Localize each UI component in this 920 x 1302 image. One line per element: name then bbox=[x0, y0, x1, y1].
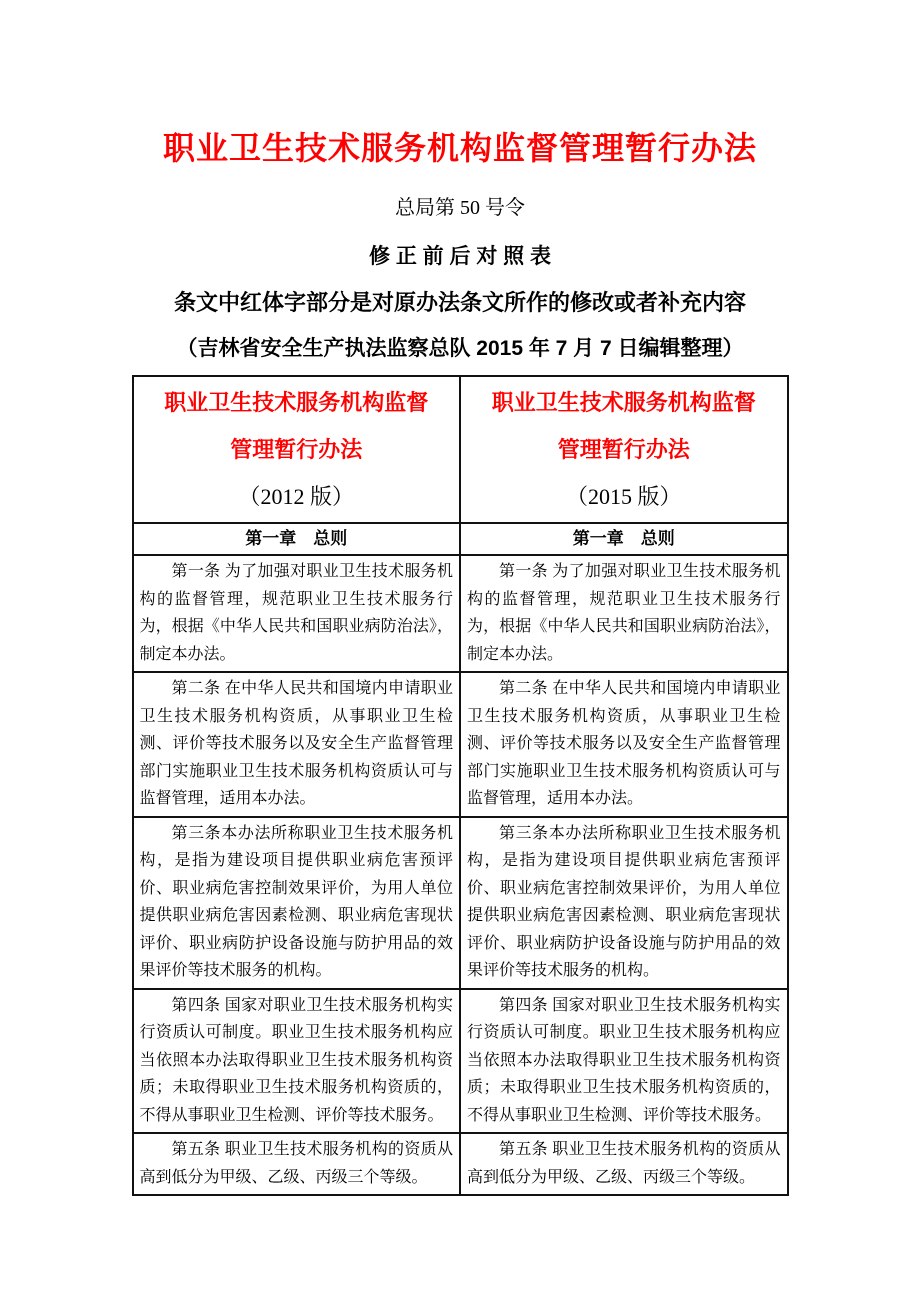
article-5-2012: 第五条 职业卫生技术服务机构的资质从高到低分为甲级、乙级、丙级三个等级。 bbox=[133, 1133, 461, 1195]
article-3-2015: 第三条本办法所称职业卫生技术服务机构，是指为建设项目提供职业病危害预评价、职业病危害控制效果评价，为用人单位提供职业病危害因素检测、职业病危害现状评价、职业病防护设备设施与防护用品的效果评价等技术服务的机构。 bbox=[460, 817, 788, 989]
document-title: 职业卫生技术服务机构监督管理暂行办法 bbox=[162, 130, 757, 166]
table-row-article-2 bbox=[133, 672, 788, 817]
article-4-2012: 第四条 国家对职业卫生技术服务机构实行资质认可制度。职业卫生技术服务机构应当依照本办法取得职业卫生技术服务机构资质；未取得职业卫生技术服务机构资质的，不得从事职业卫生检测、评价等技术服务。 bbox=[133, 989, 461, 1134]
article-5-2015: 第五条 职业卫生技术服务机构的资质从高到低分为甲级、乙级、丙级三个等级。 bbox=[460, 1133, 788, 1195]
chapter-heading-2015: 第一章 总则 bbox=[460, 523, 788, 555]
article-3-2012: 第三条本办法所称职业卫生技术服务机构，是指为建设项目提供职业病危害预评价、职业病危害控制效果评价，为用人单位提供职业病危害因素检测、职业病危害现状评价、职业病防护设备设施与防护用品的效果评价等技术服务的机构。 bbox=[133, 817, 461, 989]
version-label-2015: （2015 版） bbox=[565, 484, 682, 509]
table-row-article-3 bbox=[133, 817, 788, 989]
column-title-2015-line2: 管理暂行办法 bbox=[557, 437, 690, 462]
table-header-row bbox=[133, 376, 788, 523]
comparison-heading: 修 正 前 后 对 照 表 bbox=[368, 245, 551, 268]
comparison-table bbox=[132, 375, 789, 1196]
editor-credit: （吉林省安全生产执法监察总队 2015 年 7 月 7 日编辑整理） bbox=[176, 337, 744, 360]
column-title-2012-line2: 管理暂行办法 bbox=[230, 437, 363, 462]
table-chapter-row bbox=[133, 523, 788, 555]
article-4-2015: 第四条 国家对职业卫生技术服务机构实行资质认可制度。职业卫生技术服务机构应当依照本办法取得职业卫生技术服务机构资质；未取得职业卫生技术服务机构资质的，不得从事职业卫生检测、评价等技术服务。 bbox=[460, 989, 788, 1134]
chapter-heading-2012: 第一章 总则 bbox=[133, 523, 461, 555]
table-row-article-5 bbox=[133, 1133, 788, 1195]
table-row-article-1 bbox=[133, 555, 788, 672]
article-1-2015: 第一条 为了加强对职业卫生技术服务机构的监督管理，规范职业卫生技术服务行为，根据《中华人民共和国职业病防治法》，制定本办法。 bbox=[460, 555, 788, 672]
article-2-2015: 第二条 在中华人民共和国境内申请职业卫生技术服务机构资质，从事职业卫生检测、评价等技术服务以及安全生产监督管理部门实施职业卫生技术服务机构资质认可与监督管理，适用本办法。 bbox=[460, 672, 788, 817]
article-2-2012: 第二条 在中华人民共和国境内申请职业卫生技术服务机构资质，从事职业卫生检测、评价等技术服务以及安全生产监督管理部门实施职业卫生技术服务机构资质认可与监督管理，适用本办法。 bbox=[133, 672, 461, 817]
table-row-article-4 bbox=[133, 989, 788, 1134]
header-cell-2012 bbox=[133, 376, 461, 523]
column-title-2015-line1: 职业卫生技术服务机构监督 bbox=[491, 390, 756, 415]
version-label-2012: （2012 版） bbox=[238, 484, 354, 509]
header-cell-2015 bbox=[460, 376, 788, 523]
column-title-2012-line1: 职业卫生技术服务机构监督 bbox=[164, 390, 429, 415]
decree-number: 总局第 50 号令 bbox=[395, 197, 525, 219]
revision-note: 条文中红体字部分是对原办法条文所作的修改或者补充内容 bbox=[173, 290, 746, 315]
article-1-2012: 第一条 为了加强对职业卫生技术服务机构的监督管理，规范职业卫生技术服务行为，根据《中华人民共和国职业病防治法》，制定本办法。 bbox=[133, 555, 461, 672]
